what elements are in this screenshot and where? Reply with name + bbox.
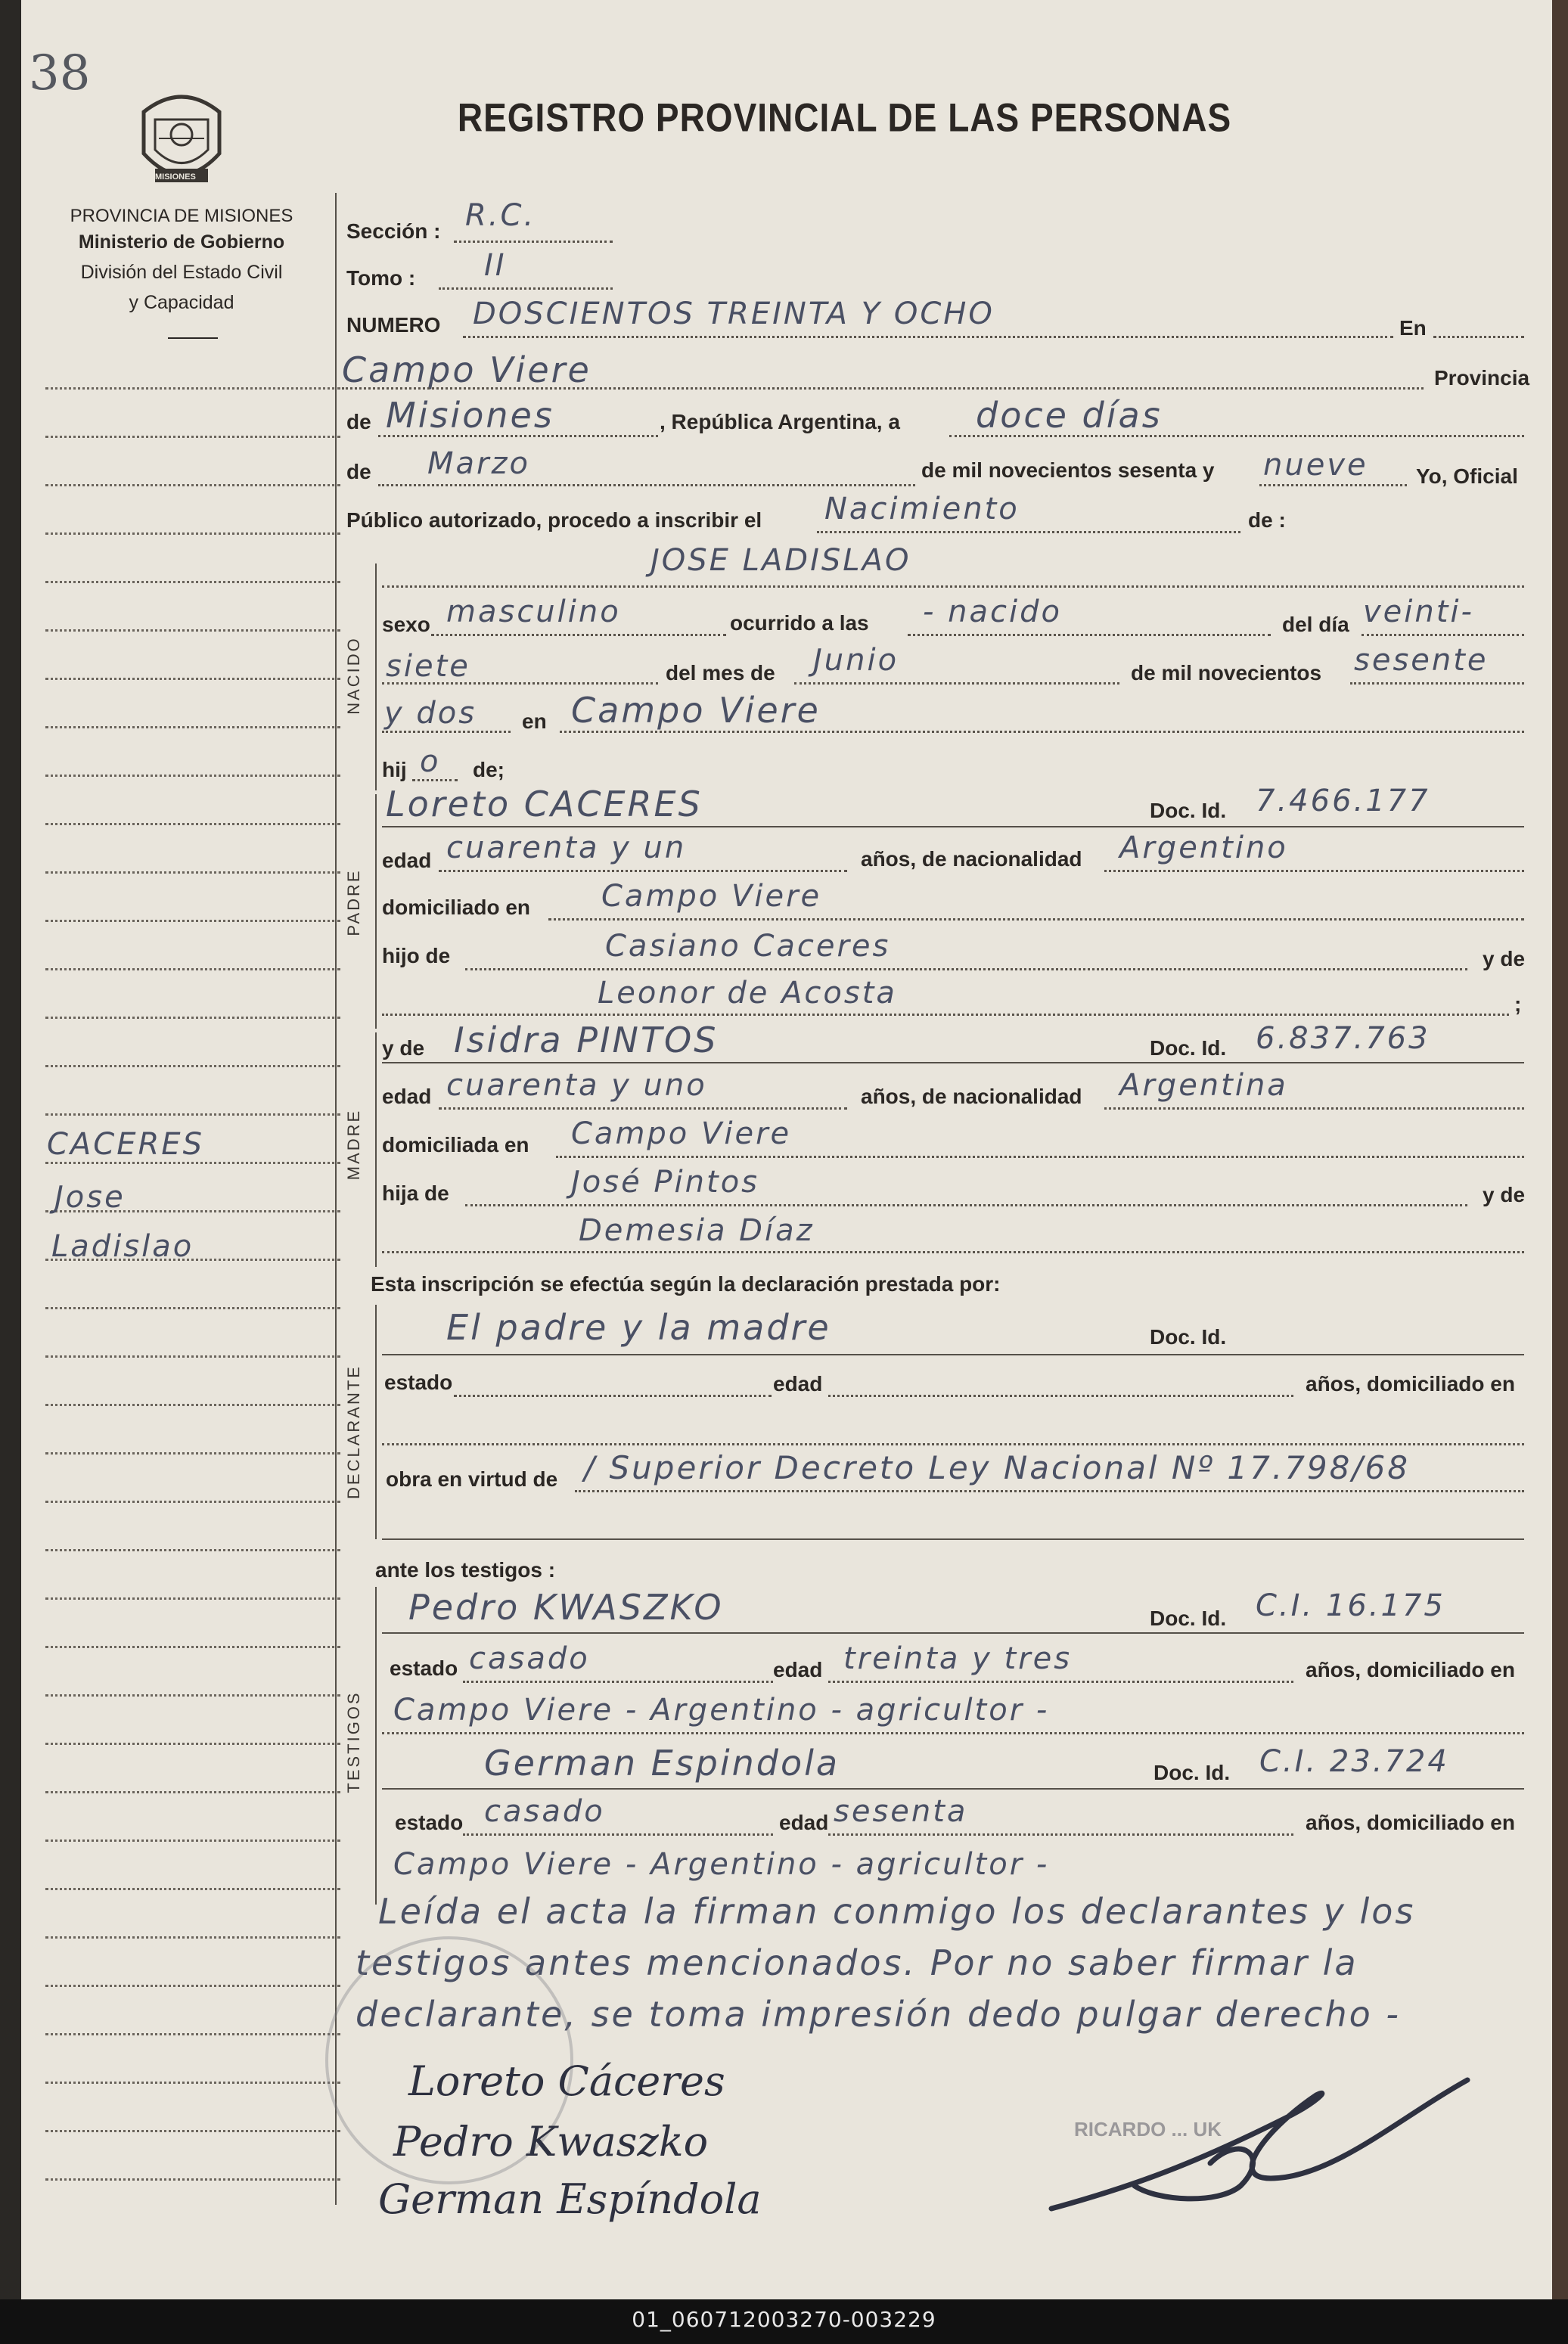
sidebar-ruled-line <box>45 1549 340 1551</box>
declarante-quien: El padre y la madre <box>446 1307 831 1348</box>
obra-label: obra en virtud de <box>386 1467 558 1491</box>
dia-nac-value-1: veinti- <box>1363 595 1474 629</box>
nota-line-3: declarante, se toma impresión dedo pulgar derecho - <box>356 1994 1401 2035</box>
declarante-edad-label: edad <box>773 1372 823 1396</box>
footer-bar <box>0 2299 1568 2344</box>
sidebar-ruled-line <box>45 775 340 777</box>
obra-line <box>575 1490 1524 1492</box>
tomo-line <box>439 287 613 290</box>
madre-dom-label: domiciliada en <box>382 1133 529 1156</box>
sidebar-ruled-line <box>45 1452 340 1455</box>
testigo2-doc-label: Doc. Id. <box>1153 1761 1231 1784</box>
sidebar-ruled-line <box>45 1307 340 1309</box>
madre-nombre-line <box>382 1062 1524 1063</box>
declarante-line <box>382 1354 1524 1355</box>
anio-nac-line-2 <box>382 731 511 733</box>
sidebar-ruled-line <box>45 387 340 390</box>
testigo1-dom-line <box>382 1732 1524 1734</box>
declarante-label: DECLARANTE <box>344 1364 363 1499</box>
sidebar-ruled-line <box>45 2082 340 2084</box>
sexo-line <box>431 634 726 636</box>
testigo1-estado: casado <box>469 1641 590 1676</box>
sidebar-ruled-line <box>45 1743 340 1745</box>
hij-suffix: o <box>420 744 441 779</box>
ministry-label: Ministerio de Gobierno <box>78 231 285 253</box>
padre-edad: cuarenta y un <box>446 830 687 865</box>
padre-edad-label: edad <box>382 849 432 872</box>
sidebar-ruled-line <box>45 1404 340 1406</box>
sidebar-ruled-line <box>45 1501 340 1503</box>
madre-madre: Demesia Díaz <box>579 1213 815 1248</box>
sidebar-ruled-line <box>45 2033 340 2035</box>
en-line <box>1433 336 1524 338</box>
testigo2-anos-label: años, domiciliado en <box>1306 1811 1515 1834</box>
dia-nac-line <box>1362 634 1524 636</box>
madre-hija-line <box>465 1204 1467 1206</box>
testigo1-nombre: Pedro KWASZKO <box>408 1587 724 1628</box>
anio-nac-value-2: y dos <box>384 696 477 731</box>
yo-oficial-label: Yo, Oficial <box>1416 464 1518 488</box>
seal-text: MISIONES <box>155 172 196 182</box>
mes-nac-value: Junio <box>813 643 899 678</box>
sidebar-ruled-line <box>45 1597 340 1600</box>
sidebar-ruled-line <box>45 1791 340 1793</box>
testigo2-edad: sesenta <box>834 1794 968 1829</box>
publico-label: Público autorizado, procedo a inscribir el <box>346 508 762 532</box>
anio-nac-line <box>1350 682 1524 685</box>
padre-edad-line <box>439 870 847 872</box>
sidebar-ruled-line <box>45 1839 340 1842</box>
testigo1-edad-line <box>828 1681 1293 1683</box>
de-mes-label: de <box>346 460 371 483</box>
declarante-anos-label: años, domiciliado en <box>1306 1372 1515 1396</box>
provincia-value: Misiones <box>386 395 554 436</box>
madre-edad-label: edad <box>382 1085 432 1108</box>
madre-label: MADRE <box>344 1108 363 1181</box>
del-dia-label: del día <box>1282 613 1349 636</box>
testigo1-domicilio: Campo Viere - Argentino - agricultor - <box>393 1693 1050 1728</box>
testigo2-estado: casado <box>484 1794 605 1829</box>
de-label: de <box>346 410 371 433</box>
del-mes-label: del mes de <box>666 661 775 685</box>
page-number: 38 <box>29 45 91 101</box>
sidebar-ruled-line <box>45 436 340 438</box>
republica-label: , República Argentina, a <box>660 410 900 433</box>
padre-madre-line <box>382 1014 1509 1016</box>
padre-nombre-line <box>382 826 1524 827</box>
sidebar-ruled-line <box>45 2130 340 2132</box>
declarante-estado-label: estado <box>384 1371 453 1394</box>
de-colon-label: de : <box>1248 508 1286 532</box>
lugar-line <box>342 387 1424 390</box>
de-mil-label: de mil novecientos sesenta y <box>921 458 1215 482</box>
declarante-doc-label: Doc. Id. <box>1150 1325 1227 1349</box>
padre-semicolon: ; <box>1514 992 1522 1016</box>
madre-domicilio: Campo Viere <box>571 1116 792 1151</box>
testigo1-anos-label: años, domiciliado en <box>1306 1658 1515 1681</box>
lugar-nac-value: Campo Viere <box>571 690 821 731</box>
sidebar-ruled-line <box>45 2178 340 2181</box>
padre-dom-label: domiciliado en <box>382 896 531 919</box>
sidebar-ruled-line <box>45 726 340 728</box>
inscripcion-label: Esta inscripción se efectúa según la declaración prestada por: <box>371 1272 1001 1296</box>
tomo-label: Tomo : <box>346 266 416 290</box>
madre-nac-line <box>1104 1107 1524 1110</box>
nacido-bracket <box>375 563 377 790</box>
sidebar-ruled-line <box>45 484 340 486</box>
page-edge-left <box>0 0 21 2299</box>
anio-line <box>1259 484 1407 486</box>
ocurrido-label: ocurrido a las <box>730 611 869 635</box>
dia-nac-value-2: siete <box>386 649 470 684</box>
anio-nac-value-1: sesente <box>1354 643 1489 678</box>
sidebar-ruled-line <box>45 968 340 970</box>
testigos-label: TESTIGOS <box>344 1690 363 1793</box>
padre-y-de-label: y de <box>1483 947 1526 970</box>
nota-line-2: testigos antes mencionados. Por no saber firmar la <box>356 1942 1358 1983</box>
sidebar-ruled-line <box>45 1113 340 1116</box>
madre-nac-label: años, de nacionalidad <box>861 1085 1082 1108</box>
testigo1-doc: C.I. 16.175 <box>1256 1588 1445 1623</box>
declarante-end-line <box>382 1538 1524 1540</box>
de-semi-label: de; <box>473 758 505 781</box>
sexo-value: masculino <box>446 595 621 629</box>
sidebar-name-1: Jose <box>54 1180 126 1215</box>
image-id: 01_060712003270-003229 <box>632 2307 936 2332</box>
signature-1: Loreto Cáceres <box>408 2057 725 2105</box>
testigo2-estado-label: estado <box>395 1811 464 1834</box>
hij-label: hij <box>382 758 407 781</box>
hora-value: - nacido <box>923 595 1062 629</box>
testigo2-domicilio: Campo Viere - Argentino - agricultor - <box>393 1847 1050 1882</box>
declarante-estado-line <box>454 1395 772 1397</box>
lugar-value: Campo Viere <box>342 349 591 390</box>
testigo1-edad: treinta y tres <box>843 1641 1073 1676</box>
testigos-bracket <box>375 1587 377 1905</box>
sidebar-ruled-line <box>45 1694 340 1697</box>
testigo1-edad-label: edad <box>773 1658 823 1681</box>
nota-line-1: Leída el acta la firman conmigo los declarantes y los <box>378 1891 1416 1932</box>
testigo1-estado-label: estado <box>390 1656 458 1680</box>
obra-value: / Superior Decreto Ley Nacional Nº 17.798/68 <box>584 1449 1410 1486</box>
declarante-bracket <box>375 1305 377 1539</box>
madre-y-de-label: y de <box>382 1036 425 1060</box>
province-label: PROVINCIA DE MISIONES <box>70 206 293 226</box>
page-edge-right <box>1552 0 1568 2299</box>
padre-domicilio: Campo Viere <box>601 879 822 914</box>
seccion-label: Sección : <box>346 219 441 243</box>
sidebar-ruled-line <box>45 1162 340 1164</box>
sidebar-ruled-line <box>45 871 340 874</box>
mes-nac-line <box>794 682 1119 685</box>
division-label: División del Estado Civil <box>80 262 283 283</box>
en-nac-label: en <box>522 709 547 733</box>
seccion-line <box>454 241 613 243</box>
sidebar-ruled-line <box>45 629 340 632</box>
testigo2-edad-label: edad <box>779 1811 829 1834</box>
sidebar-ruled-line <box>45 678 340 680</box>
signature-3: German Espíndola <box>378 2175 762 2223</box>
madre-doc-label: Doc. Id. <box>1150 1036 1227 1060</box>
signature-2: Pedro Kwaszko <box>393 2118 709 2165</box>
padre-nac-line <box>1104 870 1524 872</box>
testigo1-estado-line <box>463 1681 773 1683</box>
sidebar-surname: CACERES <box>47 1127 204 1162</box>
padre-padre: Casiano Caceres <box>605 929 891 964</box>
testigo2-nombre: German Espindola <box>484 1743 840 1784</box>
sidebar-ruled-line <box>45 920 340 922</box>
sidebar-name-2: Ladislao <box>51 1229 194 1264</box>
nombre-value: JOSE LADISLAO <box>650 543 911 578</box>
acto-value: Nacimiento <box>824 492 1020 526</box>
numero-line <box>463 336 1393 338</box>
padre-dom-line <box>548 918 1524 921</box>
tomo-value: II <box>484 248 507 283</box>
sexo-label: sexo <box>382 613 430 636</box>
madre-bracket <box>375 1032 377 1267</box>
ante-label: ante los testigos : <box>375 1558 556 1582</box>
madre-madre-line <box>382 1251 1524 1253</box>
numero-label: NUMERO <box>346 313 441 337</box>
page-title: REGISTRO PROVINCIAL DE LAS PERSONAS <box>457 95 1232 140</box>
madre-y-de-label2: y de <box>1483 1183 1526 1206</box>
acto-line <box>817 531 1240 533</box>
testigo1-doc-label: Doc. Id. <box>1150 1607 1227 1630</box>
dia-nac-line-2 <box>382 682 658 685</box>
sidebar-ruled-line <box>45 1355 340 1358</box>
padre-doc: 7.466.177 <box>1256 784 1430 818</box>
declarante-dom-line <box>382 1443 1524 1445</box>
padre-madre: Leonor de Acosta <box>598 976 897 1011</box>
testigo2-estado-line <box>463 1833 773 1836</box>
oficial-stamp-text: RICARDO ... UK <box>1074 2118 1222 2141</box>
hij-line <box>412 779 458 781</box>
sidebar-ruled-line <box>45 823 340 825</box>
oficial-signature-icon <box>1044 2072 1498 2224</box>
provincia-label: Provincia <box>1434 366 1530 390</box>
testigo2-edad-line <box>828 1833 1293 1836</box>
madre-hija-label: hija de <box>382 1181 449 1205</box>
testigo2-line <box>382 1788 1524 1790</box>
hora-line <box>908 634 1271 636</box>
padre-hijo-line <box>465 968 1467 970</box>
lugar-nac-line <box>560 731 1524 733</box>
sidebar-ruled-line <box>45 1065 340 1067</box>
sidebar-ruled-line <box>45 1017 340 1019</box>
main-divider <box>335 193 337 2205</box>
seccion-value: R.C. <box>465 198 536 233</box>
mes-line <box>378 484 915 486</box>
padre-label: PADRE <box>344 868 363 936</box>
madre-padre: José Pintos <box>571 1165 760 1200</box>
de-mil-nov-label: de mil novecientos <box>1131 661 1322 685</box>
madre-dom-line <box>556 1156 1524 1158</box>
numero-value: DOSCIENTOS TREINTA Y OCHO <box>473 296 995 331</box>
testigo1-line <box>382 1632 1524 1634</box>
en-label: En <box>1399 316 1427 340</box>
nombre-line <box>382 585 1524 588</box>
madre-nombre: Isidra PINTOS <box>454 1020 719 1060</box>
padre-nombre: Loreto CACERES <box>386 784 703 824</box>
nacido-label: NACIDO <box>344 636 363 715</box>
padre-doc-label: Doc. Id. <box>1150 799 1227 822</box>
divider <box>168 337 218 339</box>
sidebar-ruled-line <box>45 1985 340 1987</box>
sidebar-ruled-line <box>45 1936 340 1939</box>
madre-doc: 6.837.763 <box>1256 1021 1430 1056</box>
testigo2-doc: C.I. 23.724 <box>1259 1744 1449 1779</box>
padre-bracket <box>375 794 377 1029</box>
madre-edad-line <box>439 1107 847 1110</box>
padre-nacionalidad: Argentino <box>1119 830 1288 865</box>
madre-edad: cuarenta y uno <box>446 1068 707 1103</box>
mes-value: Marzo <box>427 446 530 481</box>
sidebar-ruled-line <box>45 1646 340 1648</box>
anio-value: nueve <box>1263 448 1368 483</box>
padre-nac-label: años, de nacionalidad <box>861 847 1082 871</box>
padre-hijo-label: hijo de <box>382 944 451 967</box>
dia-value: doce días <box>976 395 1163 436</box>
sidebar-ruled-line <box>45 581 340 583</box>
division-label-2: y Capacidad <box>129 292 234 313</box>
declarante-edad-line <box>828 1395 1293 1397</box>
madre-nacionalidad: Argentina <box>1119 1068 1288 1103</box>
sidebar-ruled-line <box>45 1888 340 1890</box>
sidebar-ruled-line <box>45 532 340 535</box>
